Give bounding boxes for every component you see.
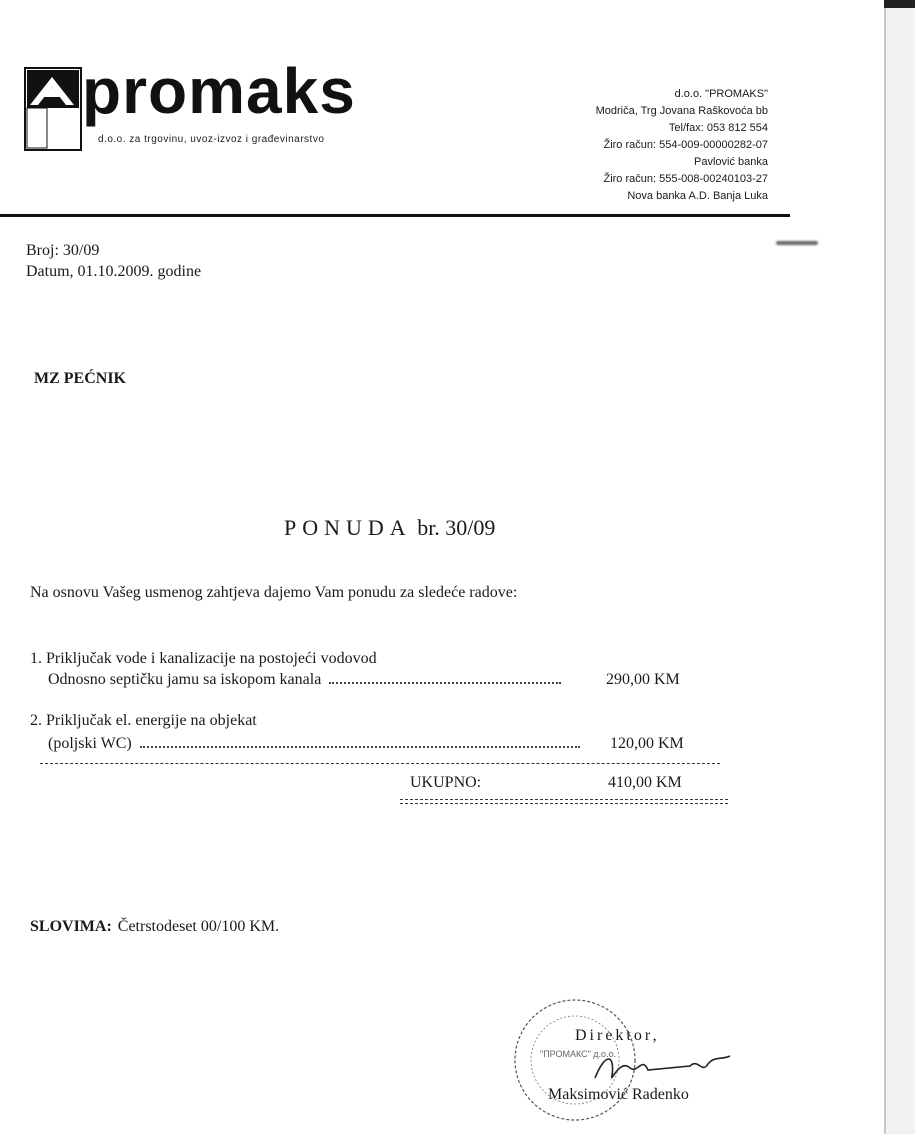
dot-leader [140,745,580,748]
offer-title-number: br. 30/09 [417,515,496,540]
intro-text: Na osnovu Vašeg usmenog zahtjeva dajemo Vam ponudu za sledeće radove: [30,584,518,601]
item-2-amount: 120,00 KM [610,735,684,752]
company-bank-2: Nova banka A.D. Banja Luka [627,190,768,202]
stamp-text: "ПРОМАКС" д.о.о. [540,1049,617,1059]
total-label: UKUPNO: [410,774,482,791]
company-address: Modriča, Trg Jovana Raškovoća bb [595,105,768,117]
company-info [468,86,768,205]
total-double-rule [400,799,728,804]
logo-wordmark: promaks [82,55,356,127]
document-meta [26,240,201,282]
item-2-title: 2. Priključak el. energije na objekat [30,712,257,729]
company-name: d.o.o. "PROMAKS" [674,88,768,100]
document-date: Datum, 01.10.2009. godine [26,263,202,280]
offer-title [284,515,495,541]
scan-smudge [776,241,818,245]
amount-in-words [30,918,279,936]
document-number: Broj: 30/09 [26,242,100,259]
company-account-1: Žiro račun: 554-009-00000282-07 [603,139,768,151]
signature-role: Direktor, [575,1027,660,1044]
promaks-logo-icon [24,67,82,151]
dot-leader [329,681,561,684]
handwritten-signature [590,1048,740,1088]
company-phone: Tel/fax: 053 812 554 [668,122,768,134]
total-value: 410,00 KM [608,774,682,791]
item-1-detail-row [48,669,561,690]
company-account-2: Žiro račun: 555-008-00240103-27 [603,173,768,185]
logo-tagline: d.o.o. za trgovinu, uvoz-izvoz i građevinarstvo [98,134,325,145]
company-bank-1: Pavlović banka [694,156,768,168]
signer-name: Maksimović Radenko [548,1086,689,1103]
in-words-label: SLOVIMA: [30,918,112,935]
item-1-amount: 290,00 KM [606,671,680,688]
in-words-value: Četrstodeset 00/100 KM. [117,918,280,935]
item-1-title: 1. Priključak vode i kanalizacije na postojeći vodovod [30,650,377,667]
recipient: MZ PEĆNIK [34,370,126,387]
item-2-detail: (poljski WC) [48,735,132,752]
subtotal-divider [40,763,720,764]
header-divider [0,214,790,217]
offer-title-word: PONUDA [284,515,412,540]
item-2-detail-row [48,733,580,754]
scan-edge [884,0,915,1134]
item-1-detail: Odnosno septičku jamu sa iskopom kanala [48,671,322,688]
scan-edge-top [884,0,915,8]
